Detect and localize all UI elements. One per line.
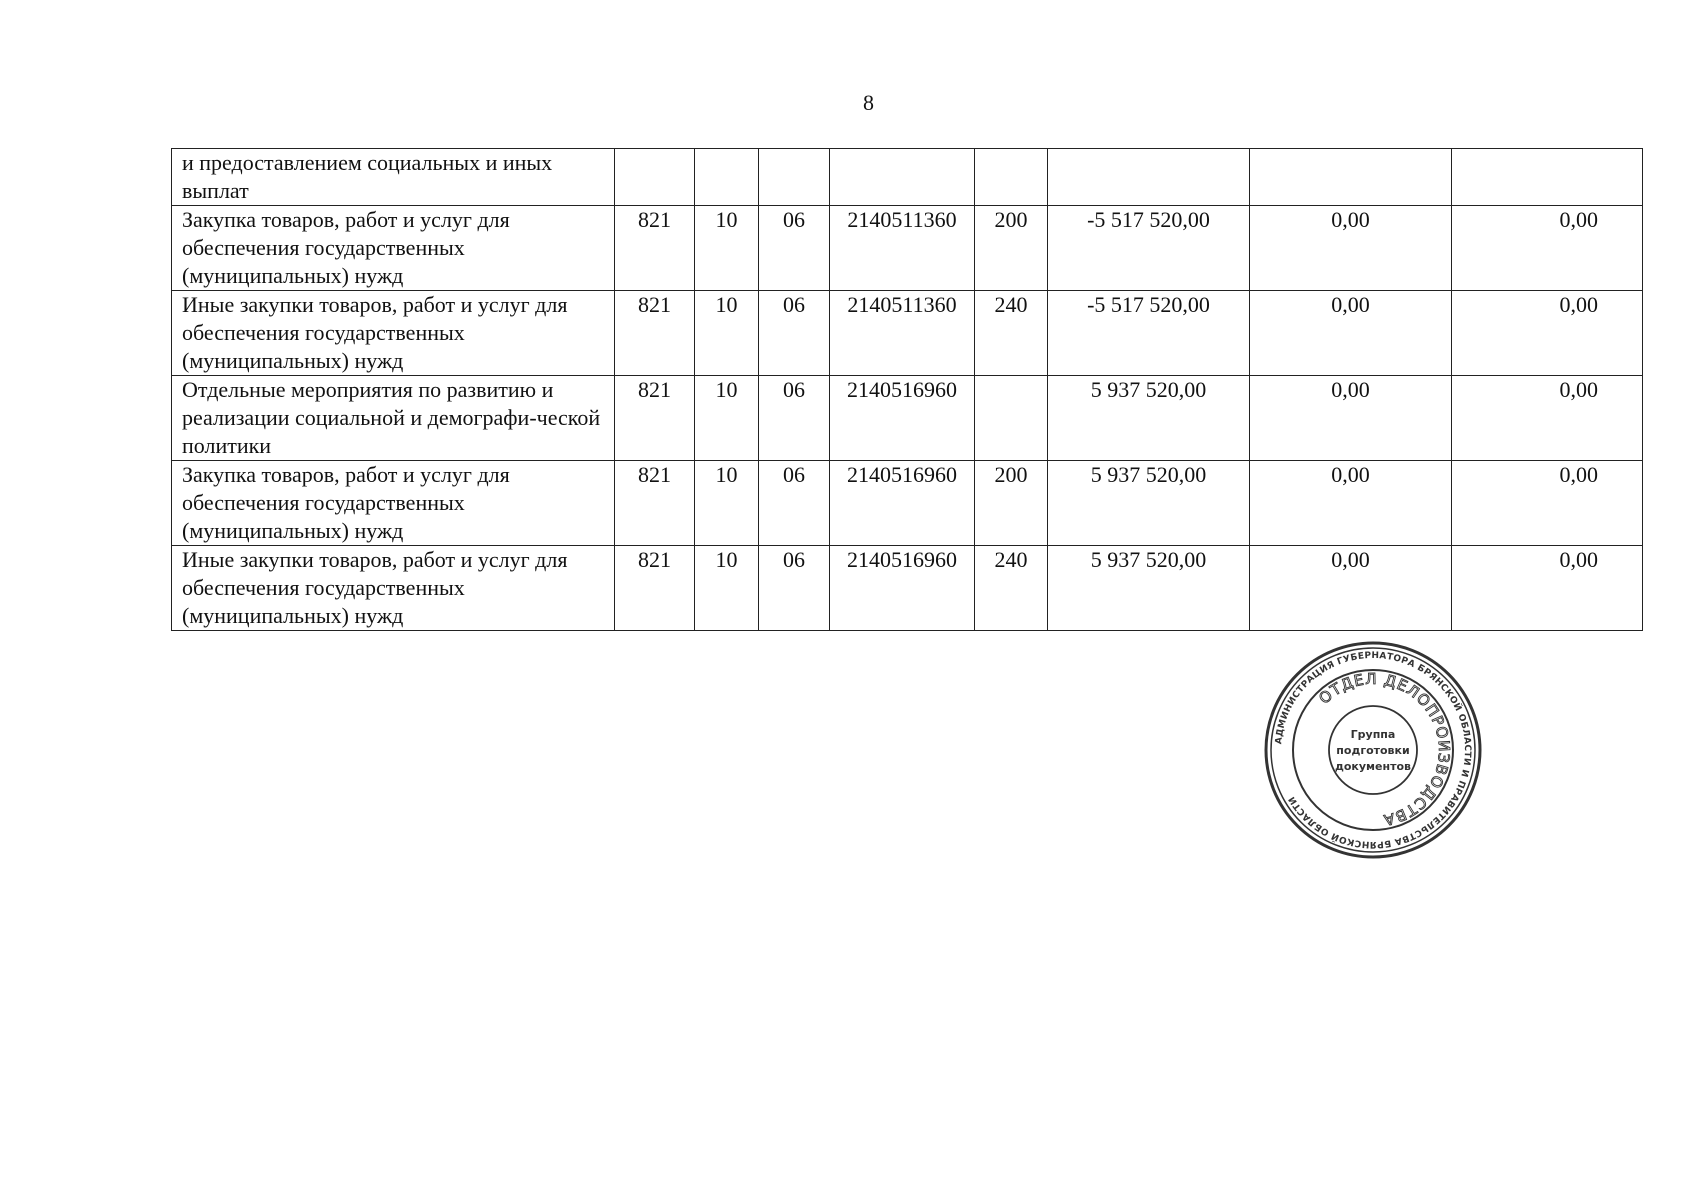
- row-sum-2: 0,00: [1250, 461, 1452, 546]
- row-sum-3: 0,00: [1452, 376, 1643, 461]
- table-row: [172, 376, 1643, 461]
- row-sum-3: 0,00: [1452, 461, 1643, 546]
- row-sum-1: -5 517 520,00: [1048, 206, 1250, 291]
- row-vr: 200: [975, 206, 1048, 291]
- row-sum-3: 0,00: [1452, 546, 1643, 631]
- row-pr: 06: [759, 546, 830, 631]
- row-vr: [975, 376, 1048, 461]
- row-sum-3: 0,00: [1452, 206, 1643, 291]
- row-pr: 06: [759, 461, 830, 546]
- table-row: [172, 206, 1643, 291]
- table-row: [172, 546, 1643, 631]
- row-rz: 10: [695, 206, 759, 291]
- row-csr: 2140516960: [830, 461, 975, 546]
- stamp-outer-text: АДМИНИСТРАЦИЯ ГУБЕРНАТОРА БРЯНСКОЙ ОБЛАСТИ И ПРАВИТЕЛЬСТВА БРЯНСКОЙ ОБЛАСТИ: [1274, 650, 1473, 850]
- row-csr: 2140511360: [830, 291, 975, 376]
- row-csr: [830, 149, 975, 206]
- stamp-center-line-3: документов: [1334, 760, 1412, 773]
- row-vr: 240: [975, 291, 1048, 376]
- row-rz: 10: [695, 376, 759, 461]
- row-name: Закупка товаров, работ и услуг для обеспечения государственных (муниципальных) нужд: [172, 461, 615, 546]
- table-row: [172, 149, 1643, 206]
- row-name: Отдельные мероприятия по развитию и реализации социальной и демографи-ческой политики: [172, 376, 615, 461]
- row-sum-2: 0,00: [1250, 206, 1452, 291]
- table-row: [172, 461, 1643, 546]
- row-grbs: 821: [615, 291, 695, 376]
- row-vr: 200: [975, 461, 1048, 546]
- row-pr: [759, 149, 830, 206]
- row-sum-1: 5 937 520,00: [1048, 376, 1250, 461]
- row-csr: 2140516960: [830, 376, 975, 461]
- row-name: Иные закупки товаров, работ и услуг для обеспечения государственных (муниципальных) нужд: [172, 291, 615, 376]
- stamp-center-line-1: Группа: [1350, 728, 1396, 741]
- row-name: Закупка товаров, работ и услуг для обеспечения государственных (муниципальных) нужд: [172, 206, 615, 291]
- row-sum-3: [1452, 149, 1643, 206]
- row-sum-2: 0,00: [1250, 291, 1452, 376]
- row-vr: 240: [975, 546, 1048, 631]
- row-sum-2: [1250, 149, 1452, 206]
- row-pr: 06: [759, 206, 830, 291]
- row-grbs: [615, 149, 695, 206]
- row-pr: 06: [759, 291, 830, 376]
- row-sum-3: 0,00: [1452, 291, 1643, 376]
- page-number: 8: [863, 90, 874, 115]
- row-vr: [975, 149, 1048, 206]
- row-grbs: 821: [615, 461, 695, 546]
- table-row: [172, 291, 1643, 376]
- row-name: и предоставлением социальных и иных выплат: [172, 149, 615, 206]
- row-rz: 10: [695, 461, 759, 546]
- row-csr: 2140516960: [830, 546, 975, 631]
- official-stamp: [1263, 640, 1483, 860]
- row-rz: 10: [695, 546, 759, 631]
- row-grbs: 821: [615, 206, 695, 291]
- row-sum-1: 5 937 520,00: [1048, 546, 1250, 631]
- row-sum-2: 0,00: [1250, 376, 1452, 461]
- row-grbs: 821: [615, 546, 695, 631]
- row-sum-1: -5 517 520,00: [1048, 291, 1250, 376]
- row-rz: [695, 149, 759, 206]
- stamp-center-line-2: подготовки: [1336, 744, 1410, 757]
- row-grbs: 821: [615, 376, 695, 461]
- row-sum-1: [1048, 149, 1250, 206]
- budget-table: [171, 148, 1643, 631]
- row-rz: 10: [695, 291, 759, 376]
- row-sum-2: 0,00: [1250, 546, 1452, 631]
- row-sum-1: 5 937 520,00: [1048, 461, 1250, 546]
- row-name: Иные закупки товаров, работ и услуг для обеспечения государственных (муниципальных) нужд: [172, 546, 615, 631]
- row-pr: 06: [759, 376, 830, 461]
- stamp-middle-text: ОТДЕЛ ДЕЛОПРОИЗВОДСТВА: [1315, 669, 1454, 830]
- row-csr: 2140511360: [830, 206, 975, 291]
